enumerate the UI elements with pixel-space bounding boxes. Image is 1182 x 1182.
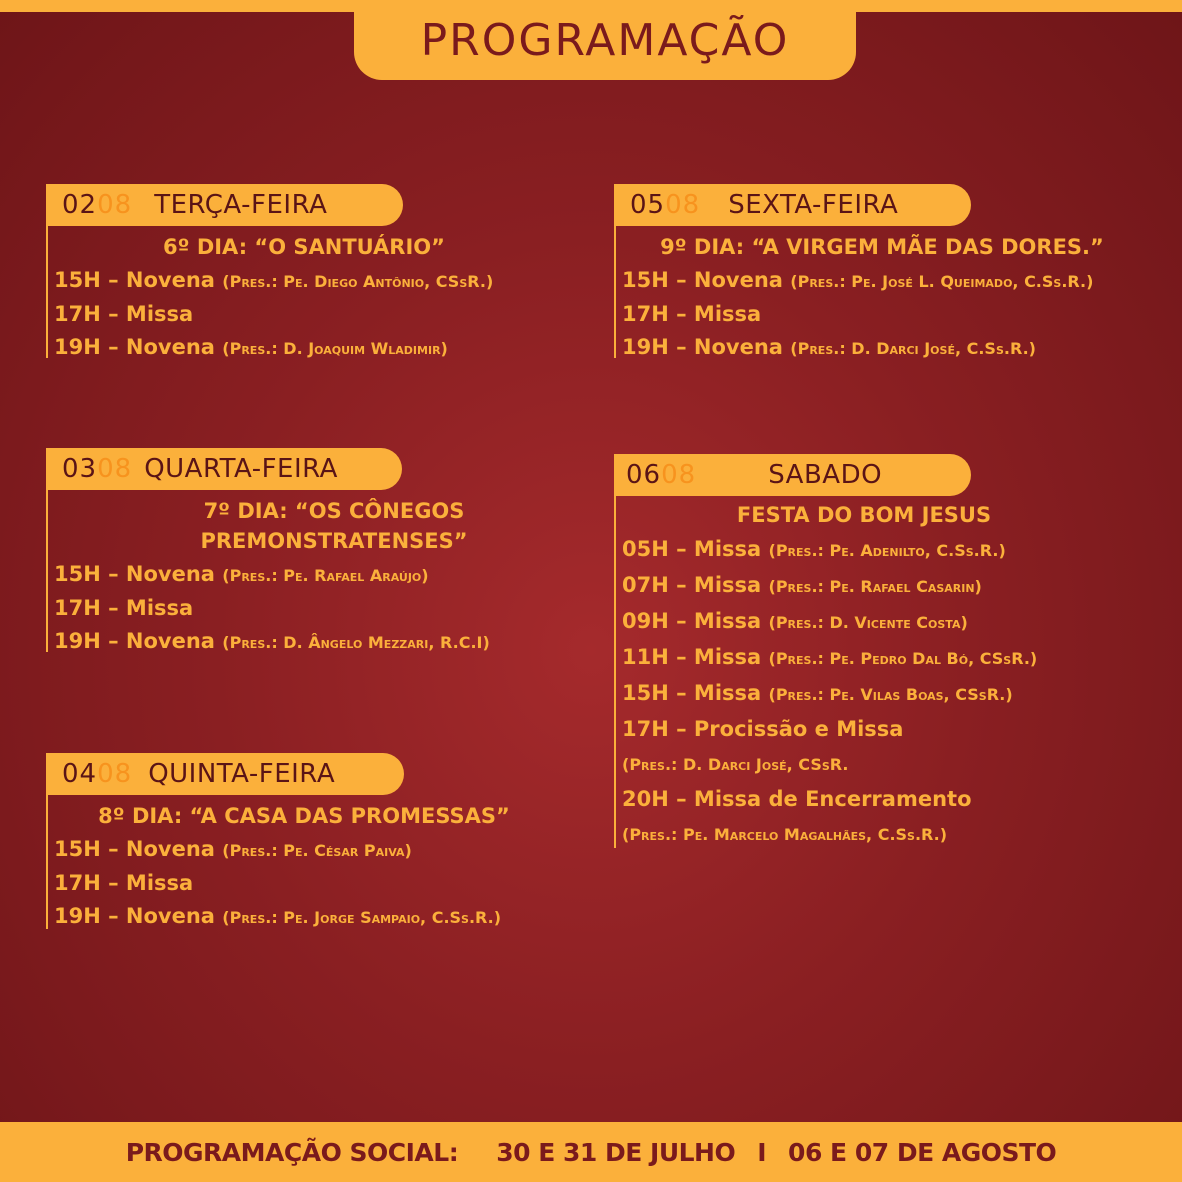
footer-separator: I (757, 1137, 767, 1167)
schedule-item: 19H – Novena (Pres.: Pe. Jorge Sampaio, C.Ss.R.) (54, 904, 502, 928)
day-schedule (46, 490, 586, 652)
footer-bar (0, 1122, 1182, 1182)
schedule-item: 19H – Novena (Pres.: D. Joaquim Wladimir) (54, 335, 448, 359)
day-date: 0508 (630, 190, 701, 220)
schedule-item: 17H – Missa (622, 302, 762, 326)
schedule-item: 17H – Missa (54, 871, 194, 895)
footer-label: PROGRAMAÇÃO SOCIAL: (125, 1137, 459, 1167)
footer-dates-july: 30 E 31 DE JULHO (496, 1137, 736, 1167)
schedule-item: 15H – Missa (Pres.: Pe. Vilas Boas, CSsR.) (622, 681, 1013, 705)
day-theme: 9º DIA: “A VIRGEM MÃE DAS DORES.” (660, 235, 1104, 259)
schedule-item: 09H – Missa (Pres.: D. Vicente Costa) (622, 609, 968, 633)
day-header (614, 184, 971, 226)
day-schedule (46, 795, 586, 929)
footer-dates-august: 06 E 07 DE AGOSTO (788, 1137, 1057, 1167)
day-weekday: SEXTA-FEIRA (728, 190, 899, 220)
title-banner (354, 0, 856, 80)
schedule-item-presider: (Pres.: D. Darci José, CSsR. (622, 755, 849, 774)
schedule-item: 17H – Missa (54, 596, 194, 620)
day-weekday: TERÇA-FEIRA (154, 190, 328, 220)
day-date: 0408 (62, 759, 133, 789)
day-weekday: QUINTA-FEIRA (148, 759, 336, 789)
schedule-item: 15H – Novena (Pres.: Pe. César Paiva) (54, 837, 412, 861)
schedule-item: 20H – Missa de Encerramento (622, 787, 972, 811)
day-schedule (614, 496, 1164, 848)
page-title: PROGRAMAÇÃO (420, 14, 790, 66)
schedule-item: 17H – Procissão e Missa (622, 717, 904, 741)
schedule-item: 05H – Missa (Pres.: Pe. Adenilto, C.Ss.R.) (622, 537, 1006, 561)
day-block-0408 (46, 753, 586, 933)
day-block-0308 (46, 448, 586, 658)
schedule-item: 19H – Novena (Pres.: D. Ângelo Mezzari, R.C.I) (54, 629, 490, 653)
day-theme: 6º DIA: “O SANTUÁRIO” (163, 235, 445, 259)
day-schedule (46, 226, 586, 358)
day-date: 0608 (626, 460, 697, 490)
day-header (46, 448, 402, 490)
day-theme: 8º DIA: “A CASA DAS PROMESSAS” (98, 804, 510, 828)
day-block-0608 (614, 454, 1164, 854)
day-theme: 7º DIA: “OS CÔNEGOS PREMONSTRATENSES” (200, 499, 468, 553)
day-date: 0208 (62, 190, 133, 220)
day-date: 0308 (62, 454, 133, 484)
day-weekday: QUARTA-FEIRA (144, 454, 338, 484)
day-weekday: SABADO (768, 460, 883, 490)
day-schedule (614, 226, 1164, 358)
schedule-item: 15H – Novena (Pres.: Pe. Diego Antônio, CSsR.) (54, 268, 494, 292)
day-block-0508 (614, 184, 1164, 364)
day-theme: FESTA DO BOM JESUS (736, 503, 992, 527)
schedule-item: 17H – Missa (54, 302, 194, 326)
day-header (46, 753, 404, 795)
day-header (614, 454, 971, 496)
day-block-0208 (46, 184, 586, 364)
schedule-item: 11H – Missa (Pres.: Pe. Pedro Dal Bó, CSsR.) (622, 645, 1038, 669)
schedule-item: 15H – Novena (Pres.: Pe. Rafael Araújo) (54, 562, 429, 586)
schedule-item: 19H – Novena (Pres.: D. Darci José, C.Ss.R.) (622, 335, 1036, 359)
schedule-item-presider: (Pres.: Pe. Marcelo Magalhães, C.Ss.R.) (622, 825, 948, 844)
schedule-item: 07H – Missa (Pres.: Pe. Rafael Casarin) (622, 573, 982, 597)
schedule-item: 15H – Novena (Pres.: Pe. José L. Queimado, C.Ss.R.) (622, 268, 1094, 292)
day-header (46, 184, 403, 226)
